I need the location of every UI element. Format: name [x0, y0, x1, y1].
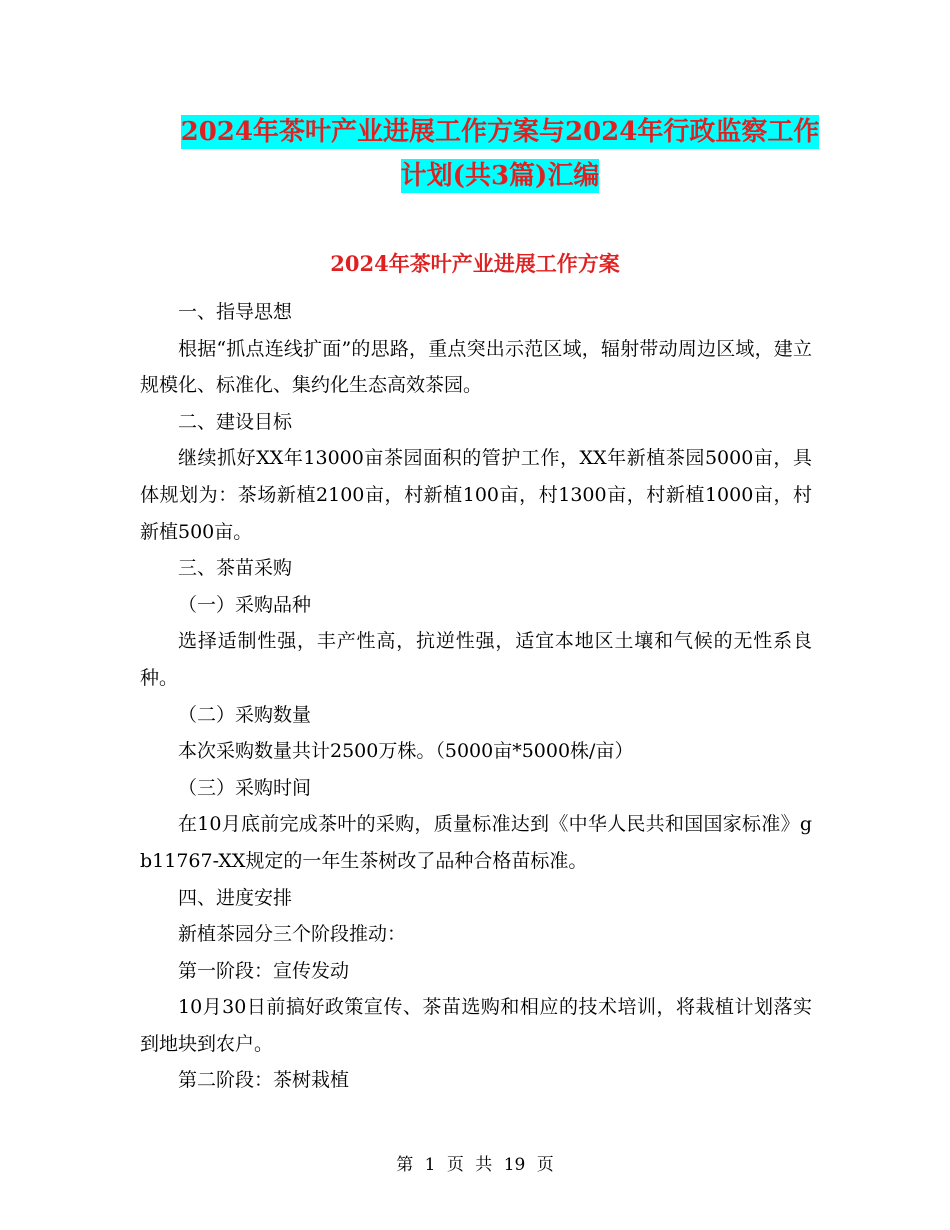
- paragraph: 本次采购数量共计2500万株。（5000亩*5000株/亩）: [178, 740, 634, 763]
- paragraph: 新植茶园分三个阶段推动：: [178, 923, 407, 946]
- paragraph: 继续抓好XX年13000亩茶园面积的管护工作，XX年新植茶园5000亩，具体规划为：茶场新植2100亩，村新植100亩，村1300亩，村新植1000亩，村新植500亩。: [140, 447, 812, 543]
- paragraph: 第二阶段：茶树栽植: [178, 1069, 350, 1092]
- heading-schedule: 四、进度安排: [178, 886, 293, 909]
- section-title: 2024年茶叶产业进展工作方案: [330, 251, 620, 276]
- page-number-footer: 第 1 页 共 19 页: [396, 1155, 554, 1175]
- document-title-line-1: 2024年茶叶产业进展工作方案与2024年行政监察工作: [180, 117, 820, 147]
- paragraph: 第一阶段：宣传发动: [178, 959, 350, 982]
- document-title-line-2: 计划(共3篇)汇编: [400, 161, 600, 191]
- paragraph: 根据“抓点连线扩面”的思路，重点突出示范区域，辐射带动周边区域，建立规模化、标准化、集约化生态高效茶园。: [140, 337, 812, 397]
- document-body: [140, 294, 812, 1099]
- subheading: （三）采购时间: [178, 776, 312, 799]
- document-title: [140, 110, 860, 198]
- paragraph: 选择适制性强，丰产性高，抗逆性强，适宜本地区土壤和气候的无性系良种。: [140, 630, 812, 689]
- subheading: （一）采购品种: [178, 593, 312, 616]
- heading-construction-goals: 二、建设目标: [178, 410, 293, 433]
- heading-guiding-ideology: 一、指导思想: [178, 301, 293, 323]
- heading-seedling-purchase: 三、茶苗采购: [178, 557, 293, 580]
- paragraph: 10月30日前搞好政策宣传、茶苗选购和相应的技术培训，将栽植计划落实到地块到农户。: [140, 996, 812, 1055]
- subheading: （二）采购数量: [178, 703, 312, 726]
- paragraph: 在10月底前完成茶叶的采购，质量标准达到《中华人民共和国国家标准》gb11767-XX规定的一年生茶树改了品种合格苗标准。: [140, 813, 812, 872]
